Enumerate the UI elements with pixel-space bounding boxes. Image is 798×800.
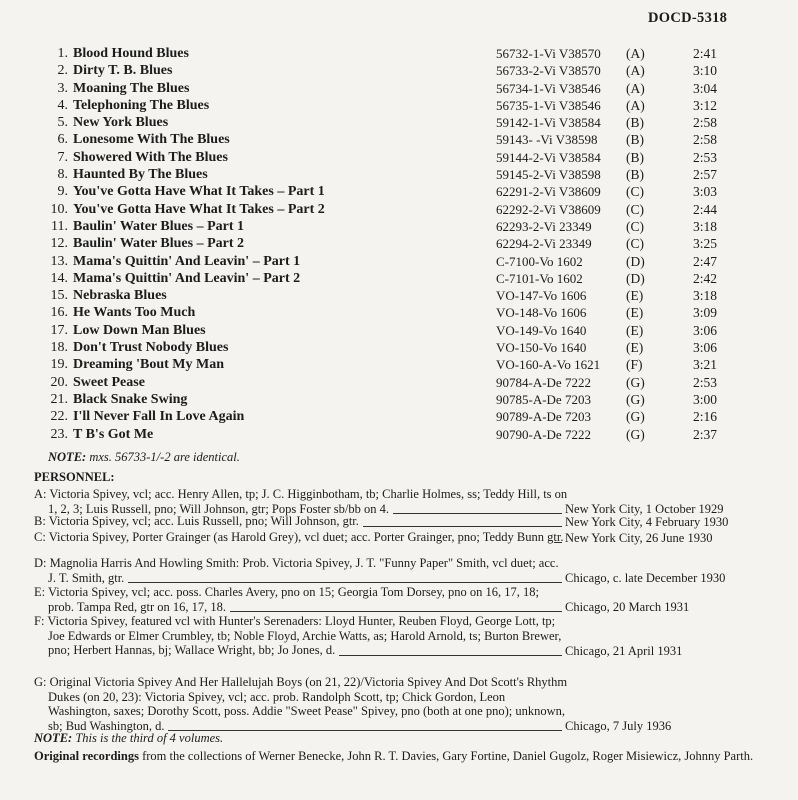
track-duration: 3:04: [693, 80, 718, 96]
track-row: [0, 357, 798, 374]
track-session: (C): [626, 184, 644, 200]
track-number: 13.: [50, 253, 68, 269]
track-matrix: VO-147-Vo 1606: [496, 288, 587, 304]
track-title: New York Blues: [73, 115, 169, 131]
track-matrix: 56732-1-Vi V38570: [496, 46, 601, 61]
track-number: 23.: [50, 426, 68, 442]
track-title: Black Snake Swing: [73, 391, 188, 407]
track-matrix: 90790-A-De 7222: [496, 426, 591, 442]
personnel-lineup: G: Original Victoria Spivey And Her Hallelujah Boys (on 21, 22)/Victoria Spivey And Dot Scott's Rhythm Dukes (on 20, 23): Victoria Spivey, vcl; acc. prob. Randolph Scott, tp; Chick Gordon, Leon Washington, saxes; Dorothy Scott, poss. Addie "Sweet Pease" Spivey, pno (both at one pno); unknown, sb; Bud Washington, d.: [34, 675, 568, 733]
track-session: (C): [626, 236, 644, 252]
track-matrix: 59144-2-Vi V38584: [496, 149, 601, 165]
track-duration: 3:12: [693, 97, 718, 113]
track-session: (G): [626, 374, 645, 390]
leader-line: [339, 655, 562, 656]
track-session: (B): [626, 167, 644, 183]
personnel-lineup: E: Victoria Spivey, vcl; acc. poss. Charles Avery, pno on 15; Georgia Tom Dorsey, pno on 16, 17, 18; prob. Tampa Red, gtr on 16, 17, 18.: [34, 585, 540, 614]
track-number: 20.: [50, 374, 68, 390]
credits: [34, 748, 774, 764]
catalog-number: DOCD-5318: [648, 10, 728, 26]
track-duration: 3:25: [693, 236, 718, 252]
track-row: [0, 81, 798, 98]
track-session: (E): [626, 340, 644, 356]
leader-line: [230, 611, 562, 612]
track-matrix: 62292-2-Vi V38609: [496, 201, 601, 217]
track-title: I'll Never Fall In Love Again: [73, 409, 245, 425]
track-duration: 2:58: [693, 115, 718, 131]
track-title: Mama's Quittin' And Leavin' – Part 1: [73, 253, 301, 269]
track-session: (B): [626, 149, 644, 165]
track-duration: 2:37: [693, 426, 718, 442]
personnel-location-date: New York City, 26 June 1930: [565, 530, 713, 545]
track-row: [0, 132, 798, 149]
track-session: (B): [626, 132, 644, 148]
personnel-entry: [34, 614, 774, 658]
credits-label: Original recordings: [34, 749, 139, 763]
track-row: [0, 98, 798, 115]
leader-line: [168, 730, 562, 731]
track-duration: 3:18: [693, 288, 718, 304]
track-number: 6.: [57, 132, 68, 148]
track-duration: 3:06: [693, 340, 718, 356]
track-row: [0, 46, 798, 63]
track-title: Haunted By The Blues: [73, 167, 208, 183]
track-number: 5.: [57, 115, 68, 131]
track-title: Nebraska Blues: [73, 288, 167, 304]
personnel-location-date: Chicago, c. late December 1930: [565, 570, 726, 585]
track-title: Dirty T. B. Blues: [73, 63, 173, 79]
track-session: (A): [626, 80, 645, 96]
track-number: 8.: [57, 167, 68, 183]
track-duration: 2:53: [693, 374, 718, 390]
personnel-location-date: New York City, 1 October 1929: [565, 501, 724, 516]
track-session: (G): [626, 409, 645, 425]
track-duration: 3:10: [693, 63, 718, 79]
track-number: 1.: [57, 46, 68, 61]
track-session: (C): [626, 218, 644, 234]
track-duration: 2:47: [693, 253, 718, 269]
track-matrix: 59145-2-Vi V38598: [496, 167, 601, 183]
track-matrix: VO-149-Vo 1640: [496, 322, 587, 338]
track-matrix: 56735-1-Vi V38546: [496, 97, 601, 113]
track-matrix: 62294-2-Vi 23349: [496, 236, 592, 252]
note-label: NOTE:: [34, 731, 73, 745]
note-label: NOTE:: [48, 450, 87, 464]
personnel-location-date: Chicago, 7 July 1936: [565, 718, 672, 733]
personnel-entry: [34, 530, 774, 545]
track-matrix: 59142-1-Vi V38584: [496, 115, 601, 131]
personnel-entry: [34, 585, 774, 614]
track-row: [0, 409, 798, 426]
track-matrix: C-7100-Vo 1602: [496, 253, 583, 269]
track-title: You've Gotta Have What It Takes – Part 2: [73, 201, 325, 217]
track-duration: 3:00: [693, 391, 718, 407]
track-title: Moaning The Blues: [73, 80, 190, 96]
track-row: [0, 219, 798, 236]
track-row: [0, 375, 798, 392]
track-row: [0, 63, 798, 80]
note-text: mxs. 56733-1/-2 are identical.: [86, 450, 240, 464]
track-duration: 3:21: [693, 357, 718, 373]
track-session: (A): [626, 97, 645, 113]
track-session: (E): [626, 288, 644, 304]
personnel-location-date: Chicago, 21 April 1931: [565, 643, 683, 658]
track-number: 21.: [50, 391, 68, 407]
track-session: (A): [626, 63, 645, 79]
track-number: 19.: [50, 357, 68, 373]
track-title: You've Gotta Have What It Takes – Part 1: [73, 184, 325, 200]
track-title: Blood Hound Blues: [73, 46, 189, 61]
track-row: [0, 323, 798, 340]
track-row: [0, 236, 798, 253]
track-title: Telephoning The Blues: [73, 97, 210, 113]
track-number: 15.: [50, 288, 68, 304]
track-matrix: 90789-A-De 7203: [496, 409, 591, 425]
track-list: [0, 46, 798, 444]
track-duration: 3:18: [693, 218, 718, 234]
note-volume: [34, 731, 223, 746]
track-session: (D): [626, 270, 645, 286]
track-duration: 2:57: [693, 167, 718, 183]
track-title: Baulin' Water Blues – Part 1: [73, 218, 244, 234]
track-session: (F): [626, 357, 643, 373]
track-session: (D): [626, 253, 645, 269]
track-number: 9.: [57, 184, 68, 200]
track-title: He Wants Too Much: [73, 305, 196, 321]
track-number: 2.: [57, 63, 68, 79]
track-duration: 3:06: [693, 322, 718, 338]
personnel-heading: PERSONNEL:: [34, 470, 115, 484]
track-duration: 2:53: [693, 149, 718, 165]
track-number: 17.: [50, 322, 68, 338]
track-session: (G): [626, 391, 645, 407]
track-number: 12.: [50, 236, 68, 252]
leader-line: [363, 526, 562, 527]
note-identical-matrices: [48, 450, 240, 465]
track-matrix: 62291-2-Vi V38609: [496, 184, 601, 200]
track-number: 3.: [57, 80, 68, 96]
track-row: [0, 167, 798, 184]
track-duration: 2:41: [693, 46, 718, 61]
track-number: 22.: [50, 409, 68, 425]
personnel-location-date: New York City, 4 February 1930: [565, 514, 729, 529]
track-duration: 2:58: [693, 132, 718, 148]
track-row: [0, 427, 798, 444]
track-matrix: C-7101-Vo 1602: [496, 270, 583, 286]
personnel-location-date: Chicago, 20 March 1931: [565, 599, 690, 614]
track-number: 18.: [50, 340, 68, 356]
track-session: (C): [626, 201, 644, 217]
personnel-lineup: F: Victoria Spivey, featured vcl with Hunter's Serenaders: Lloyd Hunter, Reuben Floyd, George Lott, tp; Joe Edwards or Elmer Crumbley, tb; Noble Floyd, Archie Watts, as; Harold Arnold, ts; Burton Brewer, pno; Herbert Hannas, bj; Wallace Wright, bb; Jo Jones, d.: [34, 614, 562, 657]
track-row: [0, 202, 798, 219]
track-session: (B): [626, 115, 644, 131]
track-duration: 2:44: [693, 201, 718, 217]
track-row: [0, 254, 798, 271]
track-duration: 2:42: [693, 270, 718, 286]
track-number: 4.: [57, 97, 68, 113]
track-title: T B's Got Me: [73, 426, 154, 442]
track-title: Mama's Quittin' And Leavin' – Part 2: [73, 270, 301, 286]
track-matrix: 90784-A-De 7222: [496, 374, 591, 390]
track-matrix: 59143- -Vi V38598: [496, 132, 598, 148]
leader-line: [554, 542, 562, 543]
track-title: Lonesome With The Blues: [73, 132, 230, 148]
personnel-entry: [34, 556, 774, 585]
track-duration: 3:09: [693, 305, 718, 321]
track-title: Baulin' Water Blues – Part 2: [73, 236, 244, 252]
track-row: [0, 288, 798, 305]
track-row: [0, 184, 798, 201]
track-row: [0, 150, 798, 167]
track-title: Low Down Man Blues: [73, 322, 206, 338]
track-session: (E): [626, 305, 644, 321]
credits-text: from the collections of Werner Benecke, John R. T. Davies, Gary Fortine, Daniel Gugolz, Roger Misiewicz, Johnny Parth.: [138, 749, 754, 763]
track-row: [0, 305, 798, 322]
track-row: [0, 340, 798, 357]
track-number: 14.: [50, 270, 68, 286]
personnel-lineup: D: Magnolia Harris And Howling Smith: Prob. Victoria Spivey, J. T. "Funny Paper" Smith, vcl duet; acc. J. T. Smith, gtr.: [34, 556, 559, 585]
personnel-entry: [34, 514, 774, 529]
track-session: (A): [626, 46, 645, 61]
leader-line: [128, 582, 562, 583]
track-row: [0, 115, 798, 132]
track-number: 10.: [50, 201, 68, 217]
track-row: [0, 271, 798, 288]
personnel-lineup: B: Victoria Spivey, vcl; acc. Luis Russell, pno; Will Johnson, gtr.: [34, 514, 359, 528]
track-number: 11.: [51, 218, 68, 234]
personnel-lineup: C: Victoria Spivey, Porter Grainger (as Harold Grey), vcl duet; acc. Porter Grainger, pno; Teddy Bunn gtr.: [34, 530, 564, 544]
personnel-entry: [34, 675, 774, 733]
personnel-entry: [34, 487, 774, 516]
note-text: This is the third of 4 volumes.: [72, 731, 224, 745]
track-matrix: 90785-A-De 7203: [496, 391, 591, 407]
track-matrix: 62293-2-Vi 23349: [496, 218, 592, 234]
track-title: Dreaming 'Bout My Man: [73, 357, 225, 373]
track-title: Don't Trust Nobody Blues: [73, 340, 229, 356]
track-matrix: VO-150-Vo 1640: [496, 340, 587, 356]
track-duration: 2:16: [693, 409, 718, 425]
personnel-lineup: A: Victoria Spivey, vcl; acc. Henry Allen, tp; J. C. Higginbotham, tb; Charlie Holmes, ss; Teddy Hill, ts on 1, 2, 3; Luis Russell, pno; Will Johnson, gtr; Pops Foster sb/bb on 4.: [34, 487, 568, 516]
track-number: 7.: [57, 149, 68, 165]
track-matrix: VO-160-A-Vo 1621: [496, 357, 601, 373]
track-session: (G): [626, 426, 645, 442]
track-matrix: VO-148-Vo 1606: [496, 305, 587, 321]
track-session: (E): [626, 322, 644, 338]
track-title: Sweet Pease: [73, 374, 145, 390]
track-matrix: 56734-1-Vi V38546: [496, 80, 601, 96]
track-number: 16.: [50, 305, 68, 321]
track-title: Showered With The Blues: [73, 149, 228, 165]
track-matrix: 56733-2-Vi V38570: [496, 63, 601, 79]
track-duration: 3:03: [693, 184, 718, 200]
track-row: [0, 392, 798, 409]
